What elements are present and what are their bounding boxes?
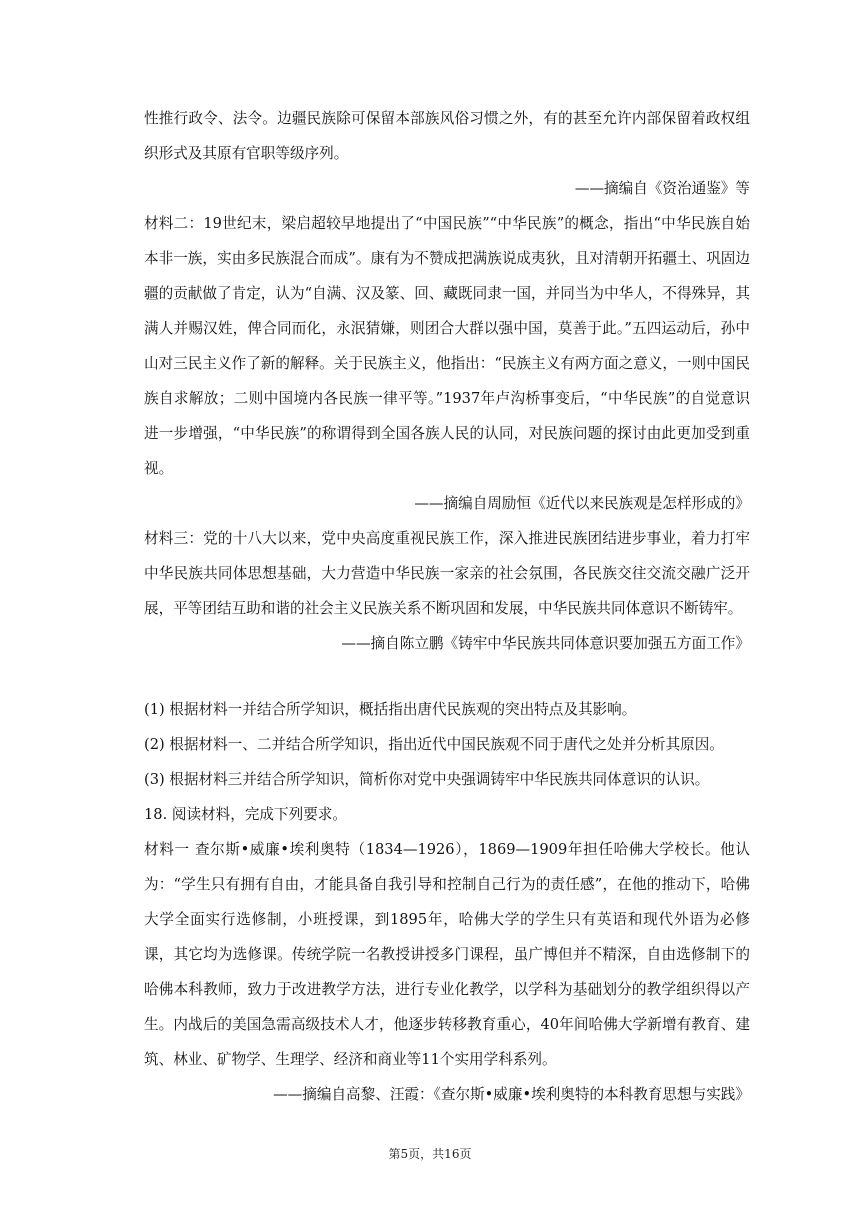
spacer bbox=[144, 661, 750, 692]
material-three: 材料三：党的十八大以来，党中央高度重视民族工作，深入推进民族团结进步事业，着力打牢中华民族共同体思想基础，大力营造中华民族一家亲的社会氛围，各民族交往交流交融广泛开展，平等团结互助和谐的社会主义民族关系不断巩固和发展，中华民族共同体意识不断铸牢。 bbox=[144, 530, 750, 617]
question-2: (2) 根据材料一、二并结合所学知识，指出近代中国民族观不同于唐代之处并分析其原因。 bbox=[144, 736, 724, 753]
page-number-footer: 第5页，共16页 bbox=[388, 1147, 472, 1161]
source-citation-4: ——摘编自高黎、汪霞：《查尔斯•威廉•埃利奥特的本科教育思想与实践》 bbox=[273, 1086, 750, 1103]
source-citation-2: ——摘编自周励恒《近代以来民族观是怎样形成的》 bbox=[414, 495, 750, 512]
question-18-material-one: 材料一 查尔斯•威廉•埃利奥特（1834—1926），1869—1909年担任哈佛大学校长。他认为：“学生只有拥有自由，才能具备自我引导和控制自己行为的责任感”，在他的推动下，哈佛大学全面实行选修制，小班授课，到1895年，哈佛大学的学生只有英语和现代外语为必修课，其它均为选修课。传统学院一名教授讲授多门课程，虽广博但并不精深，自由选修制下的哈佛本科教师，致力于改进教学方法，进行专业化教学，以学科为基础划分的教学组织得以产生。内战后的美国急需高级技术人才，他逐步转移教育重心，40年间哈佛大学新增有教育、建筑、林业、矿物学、生理学、经济和商业等11个实用学科系列。 bbox=[144, 841, 750, 1068]
question-3: (3) 根据材料三并结合所学知识，简析你对党中央强调铸牢中华民族共同体意识的认识。 bbox=[144, 771, 710, 788]
material-one-continuation: 性推行政令、法令。边疆民族除可保留本部族风俗习惯之外，有的甚至允许内部保留着政权组织形式及其原有官职等级序列。 bbox=[144, 110, 750, 162]
question-18-heading: 18. 阅读材料，完成下列要求。 bbox=[144, 806, 347, 823]
page-content bbox=[144, 101, 750, 1112]
material-two: 材料二：19世纪末，梁启超较早地提出了“中国民族”“中华民族”的概念，指出“中华民族自始本非一族，实由多民族混合而成”。康有为不赞成把满族说成夷狄，且对清朝开拓疆土、巩固边疆的贡献做了肯定，认为“自满、汉及篆、回、藏既同隶一国，并同当为中华人，不得殊异，其满人并赐汉姓，俾合同而化，永泯猜嫌，则团合大群以强中国，莫善于此。”五四运动后，孙中山对三民主义作了新的解释。关于民族主义，他指出：“民族主义有两方面之意义，一则中国民族自求解放；二则中国境内各民族一律平等。”1937年卢沟桥事变后，“中华民族”的自觉意识进一步增强，“中华民族”的称谓得到全国各族人民的认同，对民族问题的探讨由此更加受到重视。 bbox=[144, 215, 750, 477]
source-citation-1: ——摘编自《资治通鉴》等 bbox=[574, 180, 750, 197]
source-citation-3: ——摘自陈立鹏《铸牢中华民族共同体意识要加强五方面工作》 bbox=[341, 635, 750, 652]
question-1: (1) 根据材料一并结合所学知识，概括指出唐代民族观的突出特点及其影响。 bbox=[144, 701, 637, 718]
